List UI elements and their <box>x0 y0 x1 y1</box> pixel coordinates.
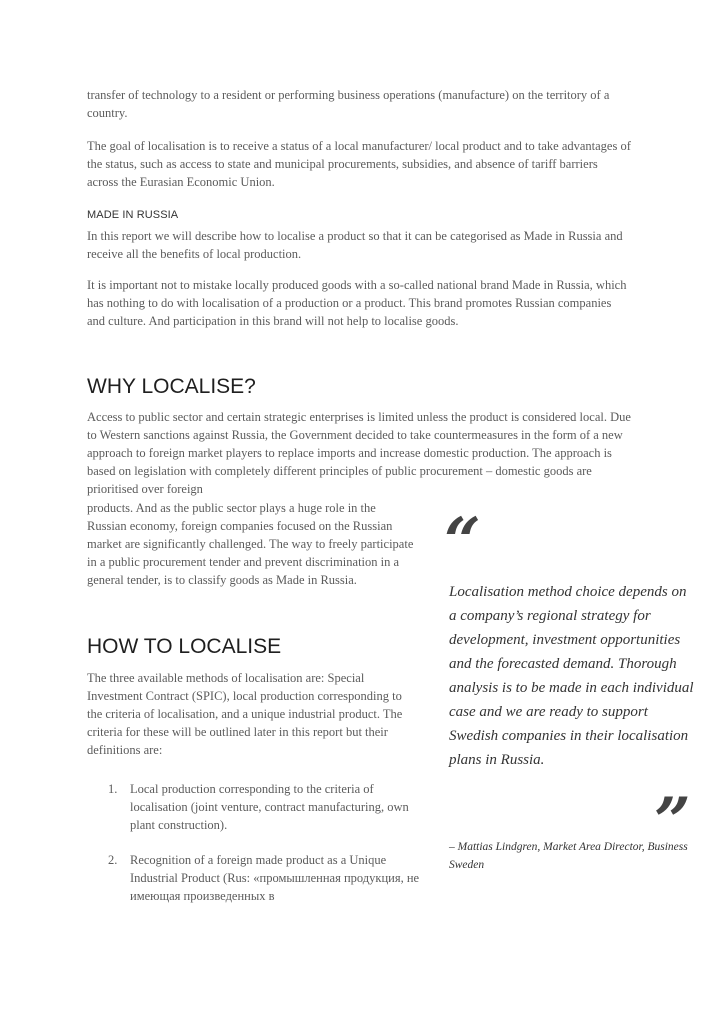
quote-open-mark: “ <box>444 504 481 579</box>
intro-paragraph-1: transfer of technology to a resident or performing business operations (manufacture) on the territory of a country. <box>87 88 610 120</box>
made-in-russia-label: MADE IN RUSSIA <box>87 209 179 221</box>
pull-quote-text: Localisation method choice depends on a company’s regional strategy for development, investment opportunities and the forecasted demand. Thorough analysis is to be made in each individual case and we are ready to support Swedish companies in their localisation plans in Russia. <box>449 584 694 768</box>
why-localise-paragraph: Access to public sector and certain strategic enterprises is limited unless the product is considered local. Due to Western sanctions against Russia, the Government decided to take countermeasures in the form of a new approach to foreign market players to replace imports and increase domestic production. The approach is based on legislation with completely different principles of public procurement – domestic goods are prioritised over foreign <box>87 410 631 496</box>
why-localise-paragraph-continued: products. And as the public sector plays a huge role in the Russian economy, foreign companies focused on the Russian market are significantly challenged. The way to freely participate in a public procurement tender and prevent discrimination in a general tender, is to classify goods as Made in Russia. <box>87 501 414 587</box>
list-item-text: Local production corresponding to the criteria of localisation (joint venture, contract manufacturing, own plant construction). <box>130 782 409 832</box>
why-localise-heading: WHY LOCALISE? <box>87 375 256 398</box>
localisation-methods-list <box>87 780 427 905</box>
list-item-text: Recognition of a foreign made product as a Unique Industrial Product (Rus: «промышленная продукция, не имеющая произведенных в <box>130 853 420 903</box>
how-to-localise-heading: HOW TO LOCALISE <box>87 635 282 658</box>
list-item <box>87 780 427 834</box>
list-item-number: 1. <box>108 782 118 796</box>
how-to-localise-paragraph: The three available methods of localisation are: Special Investment Contract (SPIC), local production corresponding to the criteria of localisation, and a unique industrial product. The criteria for these will be outlined later in this report but their definitions are: <box>87 671 403 757</box>
intro-paragraph-2: The goal of localisation is to receive a status of a local manufacturer/ local product and to take advantages of the status, such as access to state and municipal procurements, subsidies, and absence of tariff barriers across the Eurasian Economic Union. <box>87 139 631 189</box>
made-in-russia-paragraph-2: It is important not to mistake locally produced goods with a so-called national brand Made in Russia, which has nothing to do with localisation of a production or a product. This brand promotes Russian companies and culture. And participation in this brand will not help to localise goods. <box>87 278 627 328</box>
quote-close-mark: ” <box>654 784 691 859</box>
list-item-number: 2. <box>108 853 118 867</box>
made-in-russia-paragraph-1: In this report we will describe how to localise a product so that it can be categorised as Made in Russia and receive all the benefits of local production. <box>87 229 623 261</box>
list-item <box>87 851 427 905</box>
pull-quote-attribution: – Mattias Lindgren, Market Area Director, Business Sweden <box>449 841 688 871</box>
